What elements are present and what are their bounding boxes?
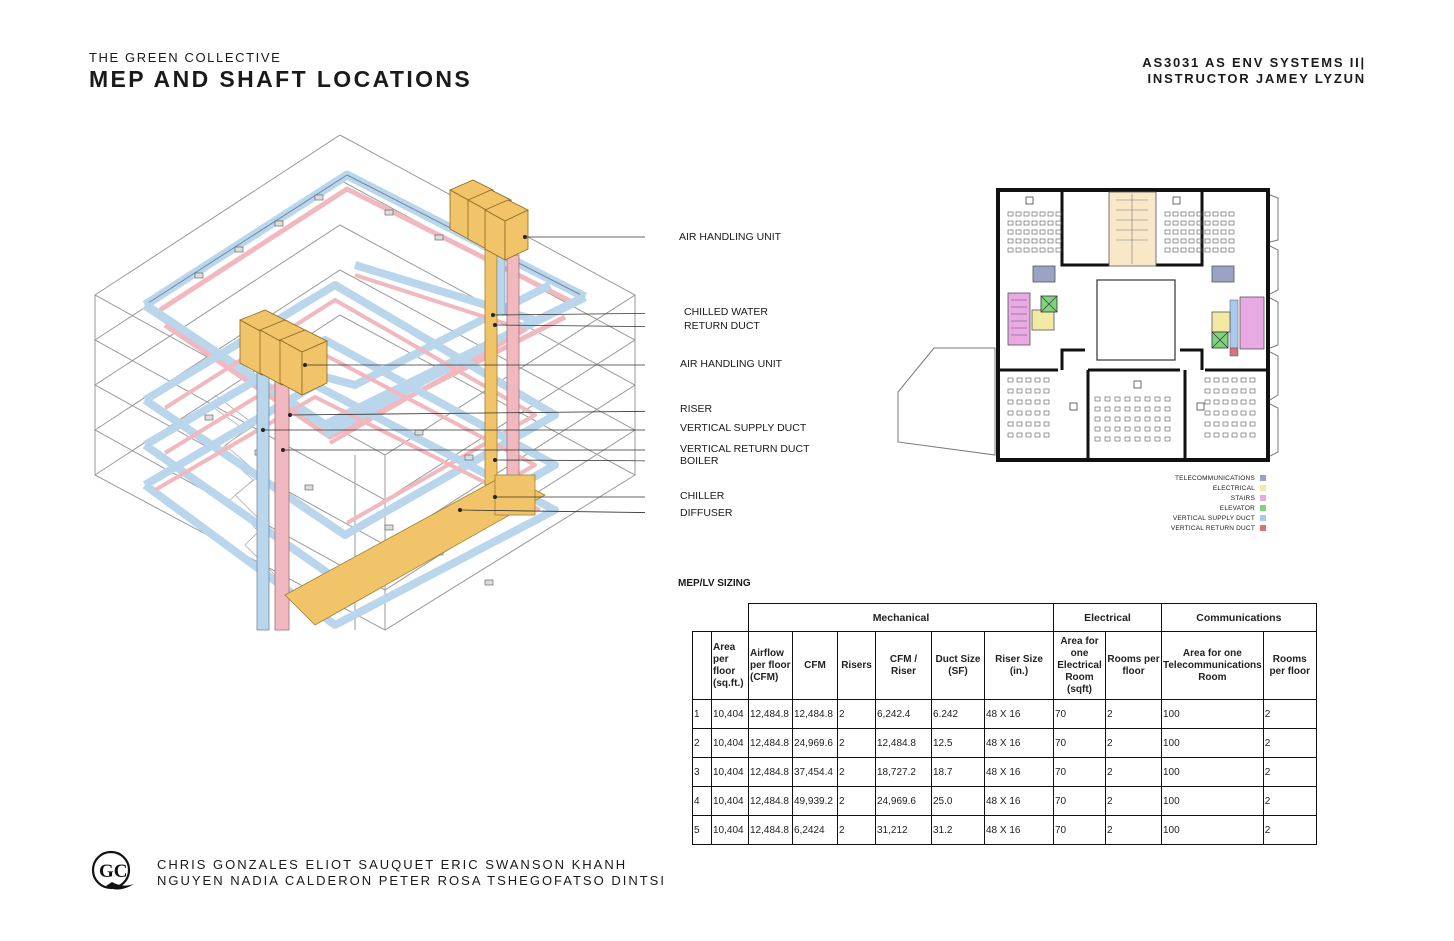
table-cell: 2 [838, 758, 876, 787]
table-cell: 2 [1263, 700, 1316, 729]
table-row [693, 729, 1317, 758]
callout-chiller: CHILLER [680, 490, 725, 502]
legend-label: ELECTRICAL [1212, 484, 1255, 492]
header-duct-size: Duct Size (SF) [932, 632, 985, 700]
table-cell: 100 [1162, 758, 1264, 787]
table-cell: 2 [1106, 787, 1162, 816]
header-electrical-rooms-per-floor: Rooms per floor [1106, 632, 1162, 700]
gc-logo [90, 848, 140, 898]
legend-item-electrical [1213, 483, 1266, 493]
legend-swatch [1260, 485, 1266, 491]
team-members [157, 857, 666, 889]
header-electrical-room-area: Area for one Electrical Room (sqft) [1054, 632, 1106, 700]
organization-name: THE GREEN COLLECTIVE [89, 50, 282, 65]
table-cell: 12,484.8 [749, 758, 793, 787]
course-info [1142, 55, 1366, 87]
table-cell: 70 [1054, 700, 1106, 729]
callout-chilled-water: CHILLED WATER [684, 306, 769, 318]
legend-swatch [1260, 475, 1266, 481]
table-cell: 37,454.4 [793, 758, 838, 787]
table-cell: 12,484.8 [876, 729, 932, 758]
legend-item-vertical-return-duct [1171, 523, 1266, 533]
table-cell: 2 [838, 816, 876, 845]
table-cell: 70 [1054, 787, 1106, 816]
callout-vertical-return-duct: VERTICAL RETURN DUCT [680, 443, 810, 455]
group-communications: Communications [1162, 604, 1317, 632]
table-cell: 10,404 [712, 787, 749, 816]
mep-sizing-table [692, 603, 1317, 845]
table-title: MEP/LV SIZING [678, 578, 751, 589]
legend-label: TELECOMMUNICATIONS [1174, 474, 1255, 482]
table-cell: 2 [1263, 787, 1316, 816]
table-header-row [693, 632, 1317, 700]
table-cell: 2 [1106, 816, 1162, 845]
callout-diffuser: DIFFUSER [680, 507, 733, 519]
table-cell: 2 [1106, 729, 1162, 758]
table-cell: 12,484.8 [749, 816, 793, 845]
table-cell: 70 [1054, 729, 1106, 758]
callout-boiler: BOILER [680, 455, 719, 467]
table-cell: 48 X 16 [985, 816, 1054, 845]
header-floor [693, 632, 712, 700]
group-electrical: Electrical [1054, 604, 1162, 632]
callout-air-handling-unit-top: AIR HANDLING UNIT [679, 231, 782, 243]
header-risers: Risers [838, 632, 876, 700]
table-cell: 2 [1263, 729, 1316, 758]
header-cfm-per-riser: CFM / Riser [876, 632, 932, 700]
table-cell: 10,404 [712, 816, 749, 845]
table-cell: 2 [1263, 816, 1316, 845]
floor-plan [890, 180, 1280, 470]
table-cell: 3 [693, 758, 712, 787]
isometric-mep-diagram [85, 125, 645, 645]
table-cell: 48 X 16 [985, 700, 1054, 729]
table-cell: 25.0 [932, 787, 985, 816]
header-airflow-per-floor: Airflow per floor (CFM) [749, 632, 793, 700]
table-cell: 18,727.2 [876, 758, 932, 787]
table-row [693, 758, 1317, 787]
page-title: MEP AND SHAFT LOCATIONS [89, 66, 473, 92]
plan-legend [1140, 473, 1266, 535]
legend-swatch [1260, 515, 1266, 521]
table-cell: 12,484.8 [749, 787, 793, 816]
table-cell: 70 [1054, 816, 1106, 845]
table-cell: 31,212 [876, 816, 932, 845]
table-cell: 18.7 [932, 758, 985, 787]
legend-swatch [1260, 505, 1266, 511]
table-cell: 2 [838, 700, 876, 729]
instructor-name: INSTRUCTOR JAMEY LYZUN [1147, 71, 1366, 86]
table-cell: 100 [1162, 729, 1264, 758]
table-cell: 10,404 [712, 758, 749, 787]
team-line-2: NGUYEN NADIA CALDERON PETER ROSA TSHEGOFATSO DINTSI [157, 873, 666, 888]
table-cell: 12.5 [932, 729, 985, 758]
table-cell: 2 [693, 729, 712, 758]
legend-item-telecommunications [1175, 473, 1266, 483]
header-cfm: CFM [793, 632, 838, 700]
table-cell: 6,2424 [793, 816, 838, 845]
legend-item-stairs [1231, 493, 1266, 503]
callout-vertical-supply-duct: VERTICAL SUPPLY DUCT [680, 422, 807, 434]
table-cell: 2 [1106, 700, 1162, 729]
legend-label: STAIRS [1230, 494, 1255, 502]
header-riser-size: Riser Size (in.) [985, 632, 1054, 700]
table-cell: 2 [1106, 758, 1162, 787]
table-cell: 2 [1263, 758, 1316, 787]
table-group-row [693, 604, 1317, 632]
table-cell: 12,484.8 [793, 700, 838, 729]
table-cell: 2 [838, 729, 876, 758]
legend-label: VERTICAL SUPPLY DUCT [1172, 514, 1255, 522]
legend-label: ELEVATOR [1219, 504, 1255, 512]
table-cell: 4 [693, 787, 712, 816]
header-area-per-floor: Area per floor (sq.ft.) [712, 632, 749, 700]
table-cell: 48 X 16 [985, 787, 1054, 816]
team-line-1: CHRIS GONZALES ELIOT SAUQUET ERIC SWANSON KHANH [157, 857, 628, 872]
table-cell: 10,404 [712, 700, 749, 729]
legend-item-elevator [1220, 503, 1266, 513]
table-cell: 12,484.8 [749, 700, 793, 729]
table-cell: 2 [838, 787, 876, 816]
table-cell: 48 X 16 [985, 729, 1054, 758]
table-cell: 1 [693, 700, 712, 729]
table-row [693, 787, 1317, 816]
table-cell: 24,969.6 [793, 729, 838, 758]
table-cell: 6.242 [932, 700, 985, 729]
logo-text: GC [99, 861, 128, 882]
legend-label: VERTICAL RETURN DUCT [1170, 524, 1255, 532]
table-cell: 31.2 [932, 816, 985, 845]
group-mechanical: Mechanical [749, 604, 1054, 632]
table-cell: 48 X 16 [985, 758, 1054, 787]
legend-item-vertical-supply-duct [1173, 513, 1266, 523]
table-cell: 12,484.8 [749, 729, 793, 758]
course-code: AS3031 AS ENV SYSTEMS II| [1142, 55, 1366, 70]
legend-swatch [1260, 495, 1266, 501]
table-row [693, 700, 1317, 729]
header-telecom-room-area: Area for one Telecommunications Room [1162, 632, 1264, 700]
callout-return-duct: RETURN DUCT [684, 320, 760, 332]
table-cell: 100 [1162, 787, 1264, 816]
callout-riser: RISER [680, 403, 713, 415]
callout-air-handling-unit-middle: AIR HANDLING UNIT [680, 358, 783, 370]
table-cell: 100 [1162, 816, 1264, 845]
legend-swatch [1260, 525, 1266, 531]
table-cell: 10,404 [712, 729, 749, 758]
table-cell: 49,939.2 [793, 787, 838, 816]
table-cell: 100 [1162, 700, 1264, 729]
table-cell: 5 [693, 816, 712, 845]
table-group-blank [693, 604, 749, 632]
table-cell: 6,242.4 [876, 700, 932, 729]
table-cell: 24,969.6 [876, 787, 932, 816]
table-row [693, 816, 1317, 845]
header-telecom-rooms-per-floor: Rooms per floor [1263, 632, 1316, 700]
table-cell: 70 [1054, 758, 1106, 787]
